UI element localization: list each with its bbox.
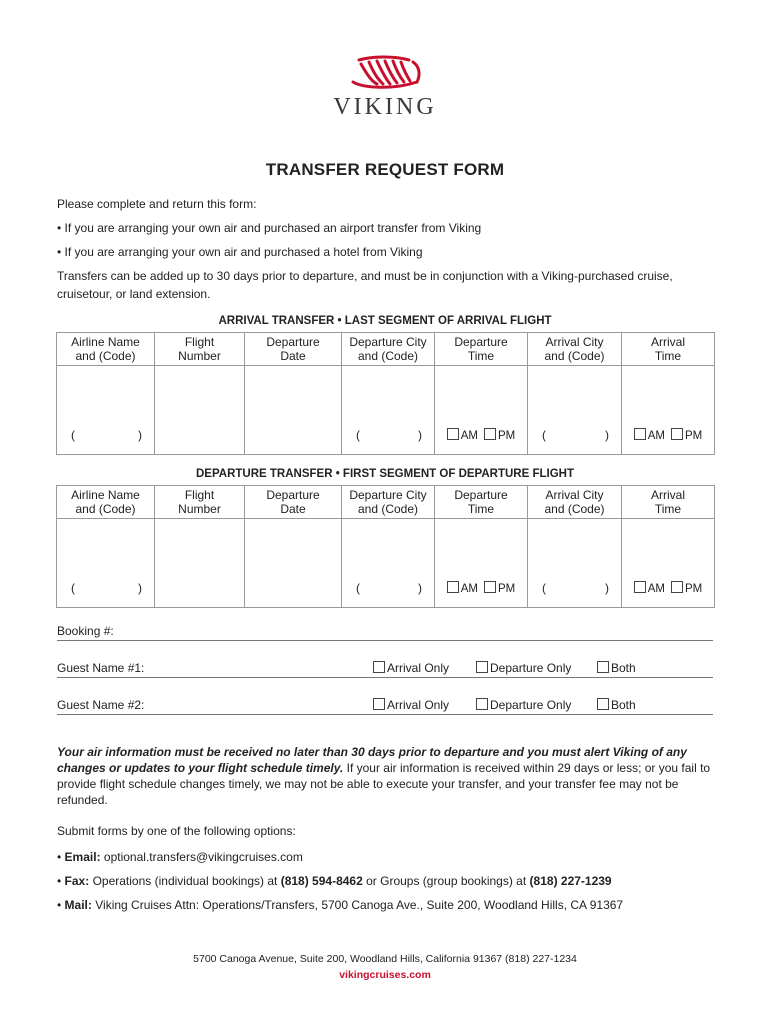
am-checkbox[interactable]: AM [634, 583, 665, 595]
notice-rest: If your air information is received within 29 days or less; or you fail to provide flight schedule changes timely, we may not be able to execute your transfer, and your transfer fee may not be refunded. [57, 761, 711, 807]
guest-2-label: Guest Name #2: [57, 698, 145, 712]
airline-field[interactable]: ( ) [57, 366, 155, 455]
column-header: Departure City and (Code) [342, 486, 435, 519]
intro-line: Transfers can be added up to 30 days prior to departure, and must be in conjunction with a Viking-purchased cruise, cruisetour, or land extension. [57, 269, 673, 301]
column-header: Flight Number [155, 333, 245, 366]
column-header: Departure City and (Code) [342, 333, 435, 366]
guest-1-label: Guest Name #1: [57, 661, 145, 675]
pm-checkbox[interactable]: PM [671, 583, 702, 595]
guest-1-both-checkbox[interactable]: Both [597, 661, 636, 675]
column-header: Arrival City and (Code) [528, 333, 622, 366]
column-header: Arrival Time [622, 486, 715, 519]
guest-1-row[interactable] [57, 659, 713, 678]
departure-time-field[interactable] [435, 519, 528, 608]
column-header: Flight Number [155, 486, 245, 519]
footer-website-link[interactable]: vikingcruises.com [339, 969, 431, 981]
departure-heading: DEPARTURE TRANSFER • FIRST SEGMENT OF DEPARTURE FLIGHT [196, 468, 574, 480]
guest-2-departure-only-checkbox[interactable]: Departure Only [476, 698, 571, 712]
am-checkbox[interactable]: AM [634, 430, 665, 442]
mail-option: • Mail: Viking Cruises Attn: Operations/Transfers, 5700 Canoga Ave., Suite 200, Woodland Hills, CA 91367 [57, 898, 624, 912]
deadline-notice [57, 744, 717, 808]
arrival-heading: ARRIVAL TRANSFER • LAST SEGMENT OF ARRIVAL FLIGHT [218, 315, 552, 327]
arrival-time-field[interactable] [622, 519, 715, 608]
longship-icon [343, 52, 427, 94]
departure-time-field[interactable] [435, 366, 528, 455]
brand-wordmark: VIKING [333, 94, 437, 120]
email-option: • Email: optional.transfers@vikingcruises.com [57, 850, 303, 864]
pm-checkbox[interactable]: PM [484, 430, 515, 442]
submit-intro: Submit forms by one of the following options: [57, 824, 296, 838]
airline-field[interactable]: ( ) [57, 519, 155, 608]
notice-bold: Your air information must be received no later than 30 days prior to departure and you must alert Viking of any changes or updates to your flight schedule timely. [57, 745, 687, 775]
submit-options [57, 823, 717, 921]
departure-city-field[interactable]: ( ) [342, 366, 435, 455]
column-header: Arrival City and (Code) [528, 486, 622, 519]
column-header: Arrival Time [622, 333, 715, 366]
booking-field[interactable] [57, 622, 713, 641]
fax-option: • Fax: Operations (individual bookings) at (818) 594-8462 or Groups (group bookings) at (818) 227-1239 [57, 874, 612, 888]
pm-checkbox[interactable]: PM [671, 430, 702, 442]
intro-bullet: • If you are arranging your own air and purchased an airport transfer from Viking [57, 221, 482, 235]
intro-bullet: • If you are arranging your own air and purchased a hotel from Viking [57, 245, 423, 259]
column-header: Airline Name and (Code) [57, 486, 155, 519]
footer [0, 951, 770, 983]
viking-logo [0, 52, 770, 121]
column-header: Departure Date [245, 333, 342, 366]
departure-city-field[interactable]: ( ) [342, 519, 435, 608]
guest-1-arrival-only-checkbox[interactable]: Arrival Only [373, 661, 449, 675]
guest-2-both-checkbox[interactable]: Both [597, 698, 636, 712]
column-header: Departure Time [435, 333, 528, 366]
departure-date-field[interactable] [245, 519, 342, 608]
column-header: Departure Date [245, 486, 342, 519]
guest-1-departure-only-checkbox[interactable]: Departure Only [476, 661, 571, 675]
booking-label: Booking #: [57, 624, 114, 638]
guest-2-arrival-only-checkbox[interactable]: Arrival Only [373, 698, 449, 712]
departure-table [56, 485, 715, 608]
email-link[interactable]: optional.transfers@vikingcruises.com [103, 850, 303, 864]
footer-address: 5700 Canoga Avenue, Suite 200, Woodland Hills, California 91367 (818) 227-1234 [193, 953, 577, 965]
arrival-table [56, 332, 715, 455]
intro-line: Please complete and return this form: [57, 197, 257, 211]
arrival-city-field[interactable]: ( ) [528, 519, 622, 608]
form-title: TRANSFER REQUEST FORM [265, 160, 505, 179]
pm-checkbox[interactable]: PM [484, 583, 515, 595]
arrival-city-field[interactable]: ( ) [528, 366, 622, 455]
am-checkbox[interactable]: AM [447, 430, 478, 442]
guest-2-row[interactable] [57, 696, 713, 715]
flight-number-field[interactable] [155, 366, 245, 455]
arrival-time-field[interactable] [622, 366, 715, 455]
flight-number-field[interactable] [155, 519, 245, 608]
column-header: Departure Time [435, 486, 528, 519]
am-checkbox[interactable]: AM [447, 583, 478, 595]
departure-date-field[interactable] [245, 366, 342, 455]
column-header: Airline Name and (Code) [57, 333, 155, 366]
intro-section [57, 195, 717, 309]
